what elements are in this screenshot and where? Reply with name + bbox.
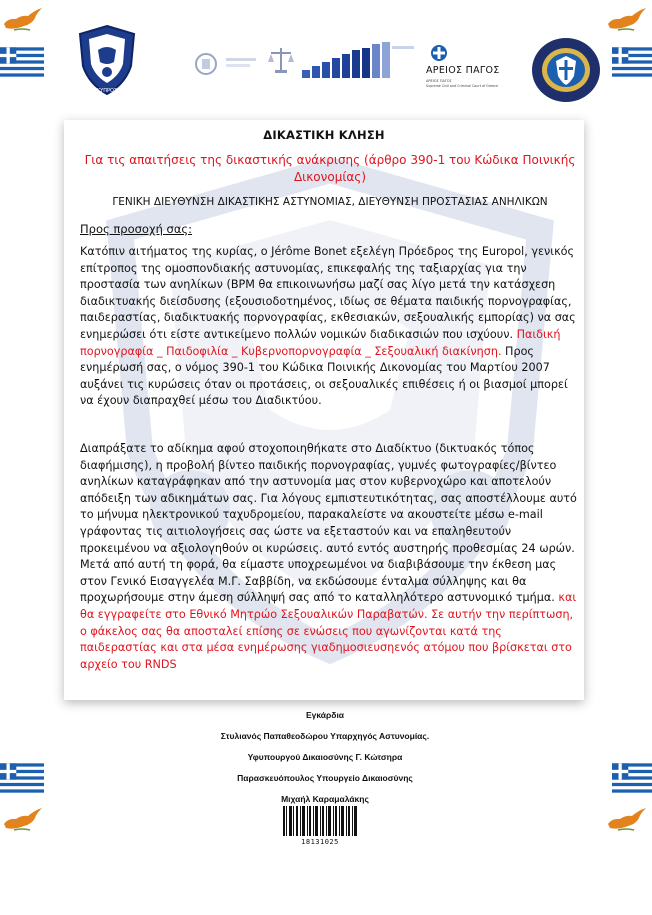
signatory-1: Στυλιανός Παπαθεοδώρου Υπαρχηγός Αστυνομίας. — [220, 731, 430, 741]
ministry-text-line — [226, 58, 256, 61]
areios-pagos-subcaption: Supreme Civil and Criminal Court of Greece — [426, 84, 499, 88]
barcode-icon — [282, 806, 358, 836]
paragraph-1-text: Κατόπιν αιτήματος της κυρίας, ο Jérôme Bonet εξελέγη Πρόεδρος της Europol, γενικός επίτροπος της ομοσπονδιακής αστυνομίας, επικεφαλής της ταξιαρχίας για την προστασία των ανηλίκων (BPM θα επικοινωνήσω μαζί σας λίγο μετά την κατάσχεση διαδικτυακής διείσδυσης (εξουσιοδοτημένος, ιδίως σε θέματα παιδικής πορνογραφίας, παιδεραστίας, διαδικτυακής πορνογραφίας, εκθεσιακών, σεξουαλικής εμπορίας) να σας ενημερώσει ότι είστε αντικείμενο πολλών νομικών διαδικασιών που ισχύουν. — [80, 245, 576, 341]
cyprus-police-logo-icon — [70, 20, 144, 100]
greek-flag-icon — [612, 756, 652, 800]
greek-flag-icon — [0, 756, 44, 800]
signatory-3: Παρασκευόπουλος Υπουργείο Δικαιοσύνης — [237, 773, 413, 783]
paragraph-1-text-cont: Προς ενημέρωσή σας, ο νόμος 390-1 του Κώδικα Ποινικής Δικονομίας του Μαρτίου 2007 αυξάνει τις κυρώσεις όταν οι προτάσεις, οι σεξουαλικές επιθέσεις ή οι βιασμοί μπορεί να έχουν διαπραχθεί μέσω του Διαδικτύου. — [80, 344, 568, 408]
greek-flag-icon — [0, 40, 44, 84]
hellenic-police-badge-icon — [530, 36, 602, 104]
paragraph-1-red-text: Παιδική πορνογραφία _ Παιδοφιλία _ Κυβερνοπορνογραφία _ Σεξουαλική διακίνηση. — [80, 327, 561, 358]
cyprus-map-icon — [2, 6, 44, 32]
closing: Εγκάρδια — [305, 710, 345, 720]
svg-text:ΚΥΠΡΟΣ: ΚΥΠΡΟΣ — [96, 88, 118, 94]
department-heading: ΓΕΝΙΚΗ ΔΙΕΥΘΥΝΣΗ ΔΙΚΑΣΤΙΚΗΣ ΑΣΤΥΝΟΜΙΑΣ, ΔΙΕΥΘΥΝΣΗ ΠΡΟΣΤΑΣΙΑΣ ΑΝΗΛΙΚΩΝ — [112, 196, 548, 208]
signatory-4: Μιχαήλ Καραμαλάκης — [281, 794, 369, 804]
ministry-text-line — [226, 64, 250, 67]
signatory-2: Υφυπουργού Δικαιοσύνης Γ. Κώτσηρα — [247, 752, 403, 762]
paragraph-2-text: Διαπράξατε το αδίκημα αφού στοχοποιηθήκατε στο Διαδίκτυο (δικτυακός τόπος διαφήμισης), η προβολή βίντεο παιδικής πορνογραφίας, γυμνές φωτογραφίες/βίντεο ανηλίκων καταγράφηκαν από την αστυνομία μας στον κυβερνοχώρο και αποτελούν απόδειξη των αδικημάτων σας. Για λόγους εμπιστευτικότητας, σας αποστέλλουμε αυτό το μήνυμα ηλεκτρονικού ταχυδρομείου, παρακαλείστε να ακουστείτε μέσω e-mail γράφοντας τις αιτιολογήσεις σας ώστε να εξεταστούν και να επαληθευτούν προκειμένου να αξιολογηθούν οι κυρώσεις. αυτό εντός αυστηρής προθεσμίας 24 ωρών. Μετά από αυτή τη φορά, θα είμαστε υποχρεωμένοι να διαβιβάσουμε την έκθεση μας στον Γενικό Εισαγγελέα Μ.Γ. Σαββίδη, να εκδώσουμε ένταλμα σύλληψης και θα προχωρήσουμε στην άμεση σύλληψή σας από το καταλληλότερο αστυνομικό τμήμα. — [80, 442, 577, 605]
paragraph-1 — [80, 244, 580, 410]
areios-pagos-logo — [420, 40, 518, 102]
cyprus-map-icon — [606, 6, 648, 32]
paragraph-2-red-text: και θα εγγραφείτε στο Εθνικό Μητρώο Σεξουαλικών Παραβατών. Σε αυτήν την περίπτωση, ο φάκελος σας θα αποσταλεί επίσης σε ενώσεις που αγωνίζονται κατά της παιδεραστίας και στα μέσα ενημέρωσης γιαδημοσιευσηενός ατόμου που βρίσκεται στο αρχείο του RNDS — [80, 591, 577, 671]
greek-ministry-emblem-icon — [188, 50, 224, 80]
document-title: ΔΙΚΑΣΤΙΚΗ ΚΛΗΣΗ — [263, 128, 385, 142]
scales-of-justice-icon — [268, 44, 294, 74]
cyprus-map-icon — [2, 806, 44, 832]
attention-line: Προς προσοχή σας: — [80, 222, 193, 236]
greek-flag-icon — [612, 40, 652, 84]
areios-pagos-name: ΑΡΕΙΟΣ ΠΑΓΟΣ — [426, 65, 500, 76]
barcode-number: 18131025 — [301, 838, 339, 846]
ministry-bar-graphic-icon — [300, 40, 418, 80]
cyprus-map-icon — [606, 806, 648, 832]
paragraph-2 — [80, 441, 580, 673]
document-subtitle: Για τις απαιτήσεις της δικαστικής ανάκρισης (άρθρο 390-1 του Κώδικα Ποινικής Δικονομίας) — [84, 153, 576, 184]
areios-pagos-caption: ΑΡΕΙΟΣ ΠΑΓΟΣ — [426, 79, 452, 83]
greek-emblem-icon — [430, 44, 448, 62]
